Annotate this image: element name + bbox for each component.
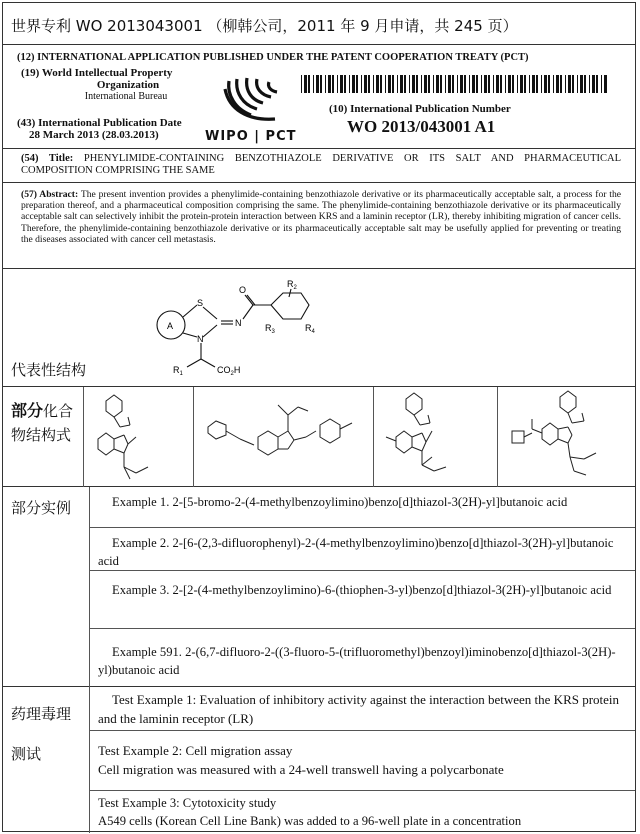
abstract-section — [3, 183, 635, 269]
barcode-bar — [604, 75, 607, 93]
barcode-bar — [592, 75, 595, 93]
atom-r2: $R_2$ — [287, 279, 297, 291]
barcode-bar — [409, 75, 410, 93]
barcode-bar — [508, 75, 511, 93]
barcode-bar — [568, 75, 571, 93]
compounds-label: 部分化合物结构式 — [11, 401, 74, 444]
org-line-1: (19) World Intellectual Property — [21, 67, 173, 79]
barcode-bar — [572, 75, 574, 93]
barcode-bar — [517, 75, 518, 93]
barcode-bar — [313, 75, 314, 93]
title-label: (54) Title: — [21, 153, 74, 164]
barcode-bar — [392, 75, 394, 93]
barcode-bar — [560, 75, 562, 93]
barcode-bar — [385, 75, 386, 93]
barcode-bar — [308, 75, 310, 93]
example-row-1: Example 1. 2-[5-bromo-2-(4-methylbenzoylimino)benzo[d]thiazol-3(2H)-yl]butanoic acid — [89, 487, 635, 528]
barcode-bar — [500, 75, 502, 93]
compound-structure-4 — [497, 387, 635, 487]
barcode-bar — [376, 75, 379, 93]
page-title: 世界专利 WO 2013043001 （柳韩公司，2011 年 9 月申请，共 245 页） — [3, 3, 635, 45]
barcode-bar — [368, 75, 370, 93]
barcode-bar — [373, 75, 374, 93]
barcode-bar — [484, 75, 487, 93]
barcode-bar — [328, 75, 331, 93]
barcode-bar — [488, 75, 490, 93]
barcode-bar — [397, 75, 398, 93]
barcode-bar — [512, 75, 514, 93]
abstract-text: The present invention provides a phenylimide-containing benzothiazole derivative or its pharmaceutically acceptable salt, a process for the preparation thereof, and a pharmaceutical composition comprising the same. The phenylimide-containing benzothiazole derivative or its pharmaceutically acceptable salt can selectively inhibit the protein-protein interaction between KRS and a laminin receptor (LR), thereby inhibiting migration of cancer cells. Therefore, the phenylimide-containing benzothiazole derivative or its pharmaceutically acceptable salt may be usefully applied for preventing or treating the diseases associated with cancer cell metastasis. — [21, 189, 622, 245]
barcode-bar — [344, 75, 346, 93]
atom-r1: $R_1$ — [173, 365, 183, 377]
compound-structure-1 — [83, 387, 193, 487]
publication-date-block — [17, 117, 182, 141]
compound-structure-3 — [373, 387, 497, 487]
barcode-bar — [457, 75, 458, 93]
barcode-bar — [448, 75, 451, 93]
atom-r3: $R_3$ — [265, 323, 275, 335]
barcode-bar — [388, 75, 391, 93]
compound-structure-2 — [193, 387, 373, 487]
barcode-bar — [505, 75, 506, 93]
barcode-bar — [445, 75, 446, 93]
wipo-pct-wordmark: WIPO | PCT — [205, 129, 297, 144]
barcode-bar — [337, 75, 338, 93]
barcode-bar — [481, 75, 482, 93]
atom-o: O — [239, 285, 247, 295]
barcode-bar — [577, 75, 578, 93]
barcode-bar — [524, 75, 526, 93]
barcode-bar — [584, 75, 586, 93]
barcode-bar — [364, 75, 367, 93]
organization-block — [21, 67, 211, 103]
barcode-bar — [340, 75, 343, 93]
barcode-bar — [301, 75, 302, 93]
barcode-bar — [436, 75, 439, 93]
barcode-bar — [412, 75, 415, 93]
barcode-bar — [361, 75, 362, 93]
barcode-bar — [556, 75, 559, 93]
abstract-label: (57) Abstract: — [21, 189, 79, 200]
barcode-bar — [496, 75, 499, 93]
examples-label: 部分实例 — [11, 499, 72, 517]
example-row-3: Example 3. 2-[2-(4-methylbenzoylimino)-6-(thiophen-3-yl)benzo[d]thiazol-3(2H)-yl]butanoic acid — [89, 571, 635, 629]
barcode-bar — [532, 75, 535, 93]
examples-section — [3, 487, 635, 687]
publication-date-label: (43) International Publication Date — [17, 117, 182, 129]
structure-label: 代表性结构 — [11, 361, 87, 379]
barcode-bar — [400, 75, 403, 93]
barcode-bar — [460, 75, 463, 93]
barcode-bar — [332, 75, 334, 93]
atom-n-imine: N — [235, 318, 242, 328]
example-row-4: Example 591. 2-(6,7-difluoro-2-((3-fluoro-5-(trifluoromethyl)benzoyl)iminobenzo[d]thiazol-3(2H)-yl)butanoic acid — [89, 629, 635, 687]
barcode-bar — [544, 75, 547, 93]
barcode-bar — [520, 75, 523, 93]
publication-date-value: 28 March 2013 (28.03.2013) — [29, 129, 159, 141]
barcode-graphic — [301, 75, 607, 93]
barcode-bar — [416, 75, 418, 93]
tests-section — [3, 687, 635, 833]
barcode-bar — [320, 75, 322, 93]
org-line-2: Organization — [96, 79, 160, 91]
pct-line: (12) INTERNATIONAL APPLICATION PUBLISHED UNDER THE PATENT COOPERATION TREATY (PCT) — [17, 52, 529, 63]
test-row-1: Test Example 1: Evaluation of inhibitory activity against the interaction between the KRS protein and the laminin receptor (LR) — [89, 687, 635, 731]
patent-summary-sheet — [2, 2, 636, 832]
barcode-bar — [536, 75, 538, 93]
atom-r4: $R_4$ — [305, 323, 315, 335]
barcode-bar — [421, 75, 422, 93]
compounds-section — [3, 387, 635, 487]
barcode-bar — [356, 75, 358, 93]
barcode-bar — [601, 75, 602, 93]
barcode-bar — [428, 75, 430, 93]
test-row-3: Test Example 3: Cytotoxicity study A549 cells (Korean Cell Line Bank) was added to a 96-well plate in a concentration — [89, 791, 635, 833]
barcode-bar — [548, 75, 550, 93]
barcode-bar — [404, 75, 406, 93]
barcode-bar — [424, 75, 427, 93]
barcode-bar — [325, 75, 326, 93]
atom-ring-a: A — [167, 321, 174, 331]
barcode-bar — [440, 75, 442, 93]
wipo-logo-icon — [217, 75, 287, 127]
barcode-bar — [304, 75, 307, 93]
barcode-bar — [469, 75, 470, 93]
barcode-bar — [476, 75, 478, 93]
barcode-bar — [349, 75, 350, 93]
tests-label-1: 药理毒理 — [11, 705, 72, 723]
example-row-2: Example 2. 2-[6-(2,3-difluorophenyl)-2-(4-methylbenzoylimino)benzo[d]thiazol-3(2H)-yl]butanoic acid — [89, 528, 635, 571]
title-section — [3, 149, 635, 183]
general-formula-structure — [149, 275, 349, 381]
publication-number: WO 2013/043001 A1 — [347, 117, 496, 136]
barcode-bar — [589, 75, 590, 93]
atom-n-ring: N — [197, 334, 204, 344]
barcode-bar — [352, 75, 355, 93]
barcode-bar — [565, 75, 566, 93]
barcode-bar — [596, 75, 598, 93]
barcode-bar — [380, 75, 382, 93]
barcode-bar — [472, 75, 475, 93]
title-text: PHENYLIMIDE-CONTAINING BENZOTHIAZOLE DERIVATIVE OR ITS SALT AND PHARMACEUTICAL COMPOSITION COMPRISING THE SAME — [21, 153, 621, 176]
barcode-bar — [316, 75, 319, 93]
barcode-bar — [529, 75, 530, 93]
patent-header — [3, 45, 635, 149]
barcode-bar — [553, 75, 554, 93]
acid-group: $CO_2H$ — [217, 365, 241, 377]
atom-s: S — [197, 298, 204, 308]
tests-label-2: 测试 — [11, 745, 42, 763]
barcode-bar — [452, 75, 454, 93]
publication-number-label: (10) International Publication Number — [329, 103, 511, 115]
barcode-bar — [541, 75, 542, 93]
test-row-2: Test Example 2: Cell migration assay Cell migration was measured with a 24-well transwell having a polycarbonate — [89, 731, 635, 791]
org-line-3: International Bureau — [84, 91, 168, 102]
barcode-bar — [433, 75, 434, 93]
barcode-bar — [493, 75, 494, 93]
representative-structure-section — [3, 269, 635, 387]
barcode-bar — [464, 75, 466, 93]
barcode-bar — [580, 75, 583, 93]
